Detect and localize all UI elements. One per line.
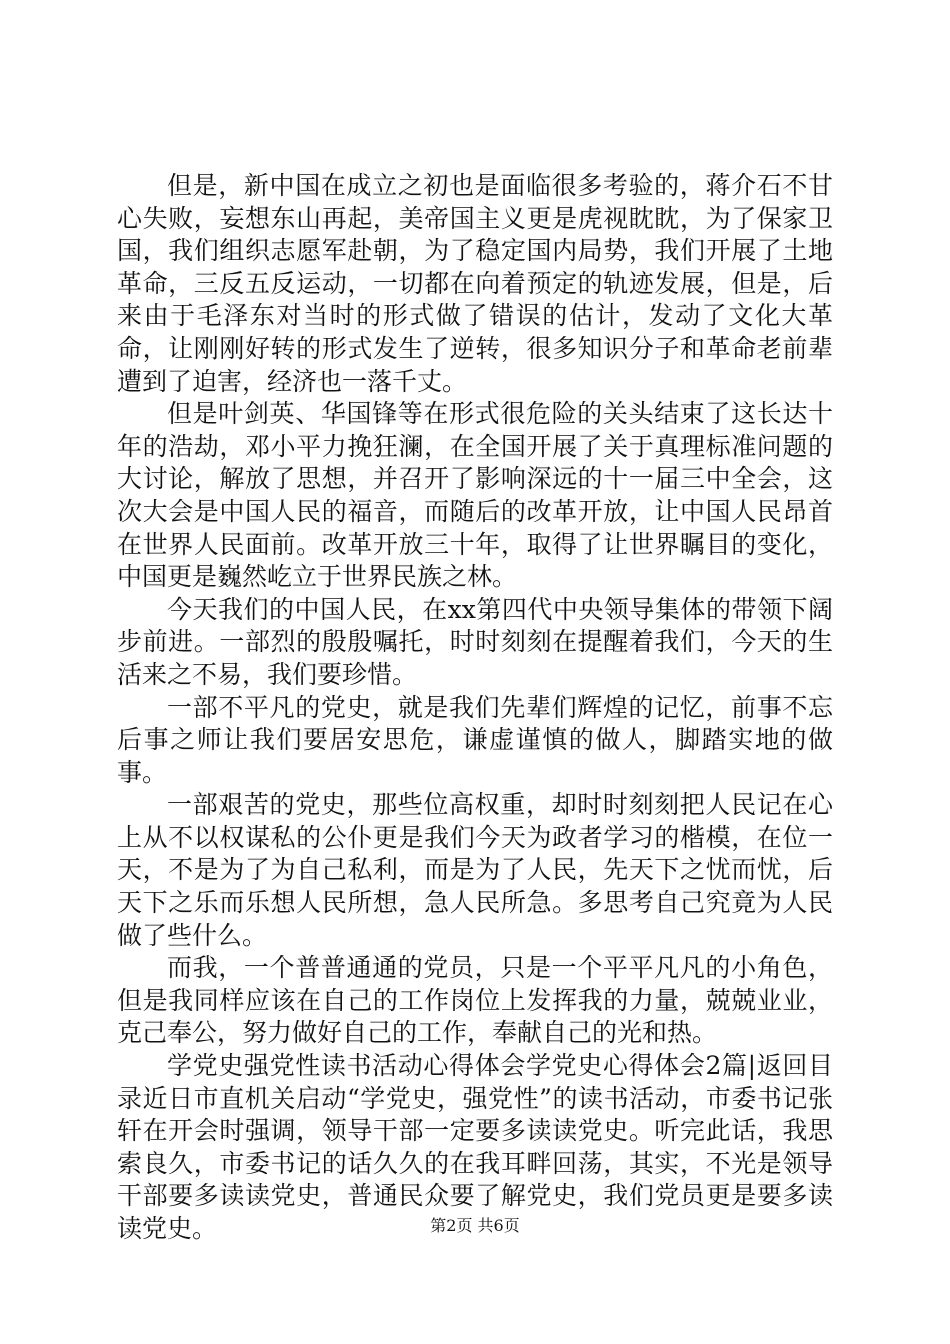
paragraph: 但是叶剑英、华国锋等在形式很危险的关头结束了这长达十年的浩劫，邓小平力挽狂澜，在全国开展了关于真理标准问题的大讨论，解放了思想，并召开了影响深远的十一届三中全会，这次大会是中国人民的福音，而随后的改革开放，让中国人民昂首在世界人民面前。改革开放三十年，取得了让世界瞩目的变化，中国更是巍然屹立于世界民族之林。 [117, 399, 833, 592]
page-number-footer: 第2页 共6页 [430, 1216, 520, 1235]
paragraph: 但是，新中国在成立之初也是面临很多考验的，蒋介石不甘心失败，妄想东山再起，美帝国主义更是虎视眈眈，为了保家卫国，我们组织志愿军赴朝，为了稳定国内局势，我们开展了土地革命，三反五反运动，一切都在向着预定的轨迹发展，但是，后来由于毛泽东对当时的形式做了错误的估计，发动了文化大革命，让刚刚好转的形式发生了逆转，很多知识分子和革命老前辈遭到了迫害，经济也一落千丈。 [117, 171, 833, 396]
paragraph: 一部不平凡的党史，就是我们先辈们辉煌的记忆，前事不忘后事之师让我们要居安思危，谦虚谨慎的做人，脚踏实地的做事。 [117, 692, 833, 787]
paragraph: 一部艰苦的党史，那些位高权重，却时时刻刻把人民记在心上从不以权谋私的公仆更是我们今天为政者学习的楷模，在位一天，不是为了为自己私利，而是为了人民，先天下之忧而忧，后天下之乐而乐想人民所想，急人民所急。多思考自己究竟为人民做了些什么。 [117, 790, 833, 950]
paragraph: 而我，一个普普通通的党员，只是一个平平凡凡的小角色，但是我同样应该在自己的工作岗位上发挥我的力量，兢兢业业，克己奉公，努力做好自己的工作，奉献自己的光和热。 [117, 953, 833, 1048]
paragraph: 学党史强党性读书活动心得体会学党史心得体会2篇|返回目录近日市直机关启动“学党史，强党性”的读书活动，市委书记张轩在开会时强调，领导干部一定要多读读党史。听完此话，我思索良久，市委书记的话久久的在我耳畔回荡，其实，不光是领导干部要多读读党史，普通民众要了解党史，我们党员更是要多读读党史。 [117, 1051, 833, 1243]
document-body [117, 170, 833, 1246]
paragraph: 今天我们的中国人民，在xx第四代中央领导集体的带领下阔步前进。一部烈的殷殷嘱托，时时刻刻在提醒着我们，今天的生活来之不易，我们要珍惜。 [117, 594, 833, 689]
